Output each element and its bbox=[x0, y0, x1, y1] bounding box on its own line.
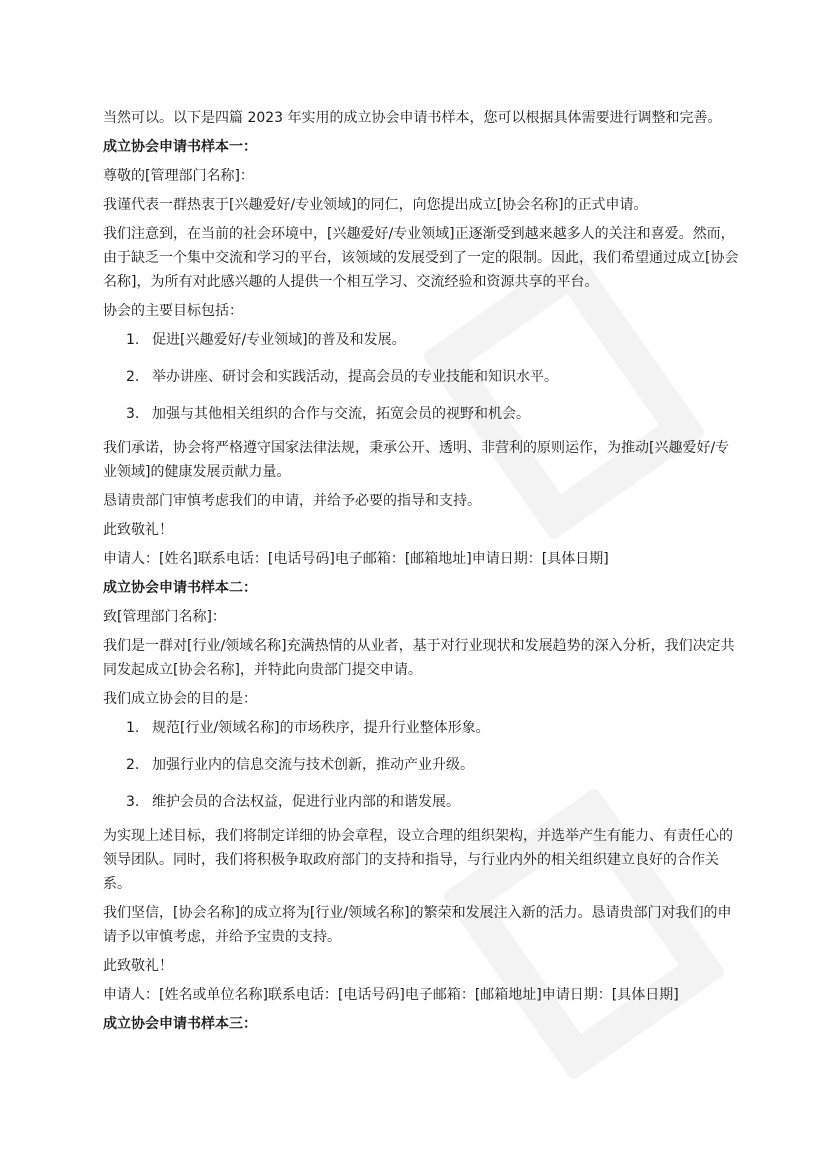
list-text: 举办讲座、研讨会和实践活动，提高会员的专业技能和知识水平。 bbox=[152, 369, 558, 385]
sample1-goals-list bbox=[103, 328, 743, 426]
sample1-paragraph-3: 我们承诺，协会将严格遵守国家法律法规，秉承公开、透明、非营利的原则运作，为推动[兴趣爱好/专业领域]的健康发展贡献力量。 bbox=[103, 440, 730, 480]
sample2-signature: 申请人：[姓名或单位名称]联系电话：[电话号码]电子邮箱：[邮箱地址]申请日期：[具体日期] bbox=[103, 987, 679, 1003]
list-number: 1. bbox=[126, 332, 140, 348]
list-text: 加强行业内的信息交流与技术创新，推动产业升级。 bbox=[152, 757, 474, 773]
sample1-closing: 此致敬礼！ bbox=[103, 522, 173, 538]
list-item bbox=[103, 365, 743, 389]
sample2-title: 成立协会申请书样本二： bbox=[103, 580, 257, 596]
list-number: 1. bbox=[126, 720, 140, 736]
list-item bbox=[103, 753, 743, 777]
intro-paragraph: 当然可以。以下是四篇 2023 年实用的成立协会申请书样本，您可以根据具体需要进行调整和完善。 bbox=[103, 110, 722, 126]
list-item bbox=[103, 328, 743, 352]
list-item bbox=[103, 402, 743, 426]
list-item bbox=[103, 790, 743, 814]
sample1-paragraph-4: 恳请贵部门审慎考虑我们的申请，并给予必要的指导和支持。 bbox=[103, 493, 481, 509]
list-number: 3. bbox=[126, 406, 140, 422]
sample1-goals-intro: 协会的主要目标包括： bbox=[103, 303, 243, 319]
sample2-goals-list bbox=[103, 716, 743, 814]
list-text: 加强与其他相关组织的合作与交流，拓宽会员的视野和机会。 bbox=[152, 406, 530, 422]
list-item bbox=[103, 716, 743, 740]
sample1-paragraph-2: 我们注意到，在当前的社会环境中，[兴趣爱好/专业领域]正逐渐受到越来越多人的关注和喜爱。然而，由于缺乏一个集中交流和学习的平台，该领域的发展受到了一定的限制。因此，我们希望通过成立[协会名称]，为所有对此感兴趣的人提供一个相互学习、交流经验和资源共享的平台。 bbox=[103, 226, 739, 290]
document-body bbox=[103, 106, 743, 1041]
sample1-salutation: 尊敬的[管理部门名称]： bbox=[103, 168, 254, 184]
sample2-paragraph-3: 我们坚信，[协会名称]的成立将为[行业/领域名称]的繁荣和发展注入新的活力。恳请贵部门对我们的申请予以审慎考虑，并给予宝贵的支持。 bbox=[103, 905, 732, 945]
list-text: 规范[行业/领域名称]的市场秩序，提升行业整体形象。 bbox=[152, 720, 490, 736]
list-number: 2. bbox=[126, 369, 140, 385]
sample2-paragraph-1: 我们是一群对[行业/领域名称]充满热情的从业者，基于对行业现状和发展趋势的深入分析，我们决定共同发起成立[协会名称]，并特此向贵部门提交申请。 bbox=[103, 638, 735, 678]
sample1-title: 成立协会申请书样本一： bbox=[103, 139, 257, 155]
list-text: 促进[兴趣爱好/专业领域]的普及和发展。 bbox=[152, 332, 406, 348]
sample2-closing: 此致敬礼！ bbox=[103, 958, 173, 974]
list-number: 3. bbox=[126, 794, 140, 810]
sample2-salutation: 致[管理部门名称]： bbox=[103, 609, 226, 625]
sample1-signature: 申请人：[姓名]联系电话：[电话号码]电子邮箱：[邮箱地址]申请日期：[具体日期] bbox=[103, 551, 609, 567]
sample3-title: 成立协会申请书样本三： bbox=[103, 1016, 257, 1032]
list-text: 维护会员的合法权益，促进行业内部的和谐发展。 bbox=[152, 794, 460, 810]
sample1-paragraph-1: 我谨代表一群热衷于[兴趣爱好/专业领域]的同仁，向您提出成立[协会名称]的正式申请。 bbox=[103, 197, 648, 213]
sample2-paragraph-2: 为实现上述目标，我们将制定详细的协会章程，设立合理的组织架构，并选举产生有能力、有责任心的领导团队。同时，我们将积极争取政府部门的支持和指导，与行业内外的相关组织建立良好的合作关系。 bbox=[103, 828, 733, 892]
list-number: 2. bbox=[126, 757, 140, 773]
sample2-goals-intro: 我们成立协会的目的是： bbox=[103, 691, 257, 707]
